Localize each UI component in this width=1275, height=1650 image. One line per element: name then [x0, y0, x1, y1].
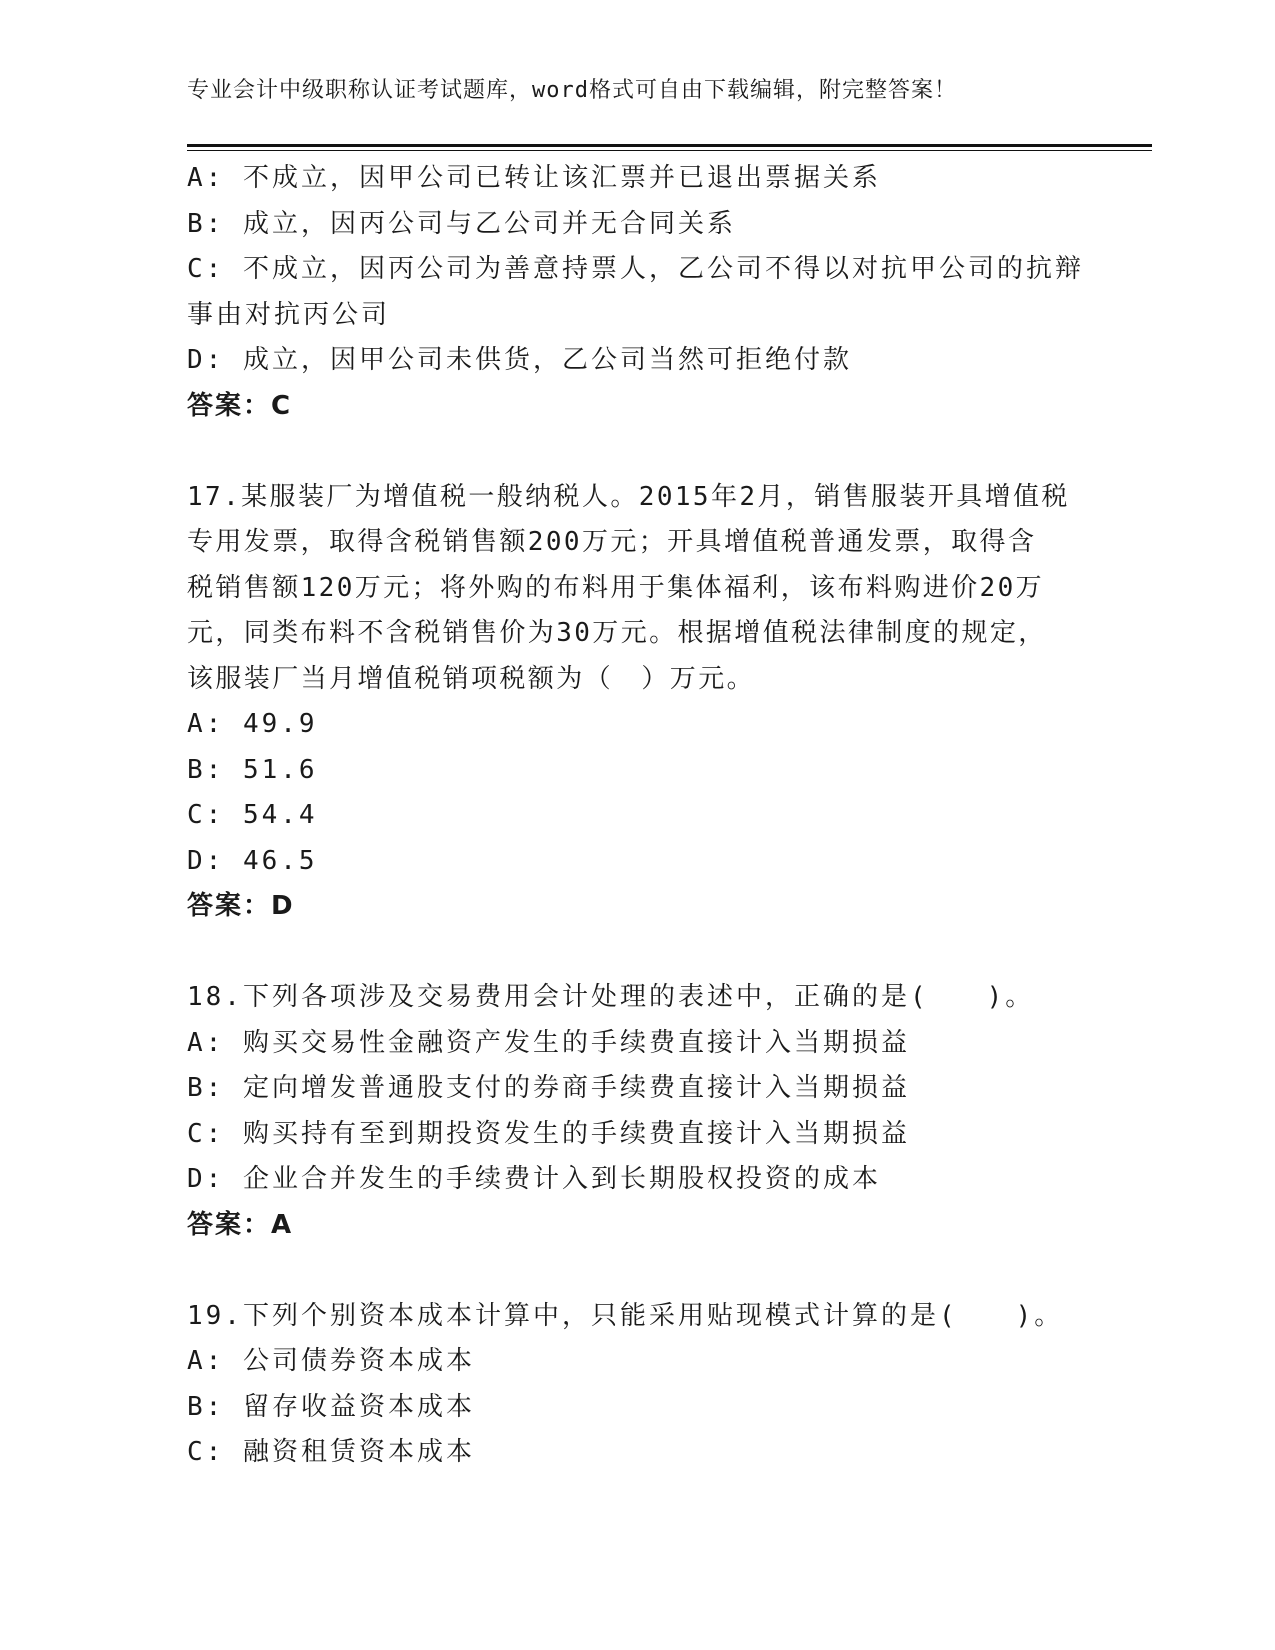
answer: 答案：C	[187, 390, 293, 421]
option-b: B: 留存收益资本成本	[187, 1391, 475, 1422]
header-rule-thick	[187, 144, 1152, 147]
option-a: A: 不成立，因甲公司已转让该汇票并已退出票据关系	[187, 163, 881, 193]
option-d: D: 成立，因甲公司未供货，乙公司当然可拒绝付款	[187, 345, 852, 375]
question-stem-line: 该服装厂当月增值税销项税额为（ ）万元。	[187, 663, 756, 694]
question-19	[187, 1294, 1087, 1476]
question-16	[187, 156, 1087, 429]
option-a: A: 购买交易性金融资产发生的手续费直接计入当期损益	[187, 1027, 910, 1058]
page-header: 专业会计中级职称认证考试题库，word格式可自由下载编辑，附完整答案！	[187, 78, 957, 103]
header-rule-thin	[187, 150, 1152, 151]
option-a: A: 49.9	[187, 709, 318, 739]
option-a: A: 公司债券资本成本	[187, 1346, 475, 1376]
option-c: C: 不成立，因丙公司为善意持票人，乙公司不得以对抗甲公司的抗辩	[187, 254, 1084, 284]
question-stem-line: 税销售额120万元；将外购的布料用于集体福利，该布料购进价20万	[187, 572, 1045, 603]
question-stem-line: 17.某服装厂为增值税一般纳税人。2015年2月，销售服装开具增值税	[187, 481, 1070, 512]
answer: 答案：D	[187, 891, 295, 921]
option-c-continued: 事由对抗丙公司	[187, 299, 391, 330]
question-stem-line: 元，同类布料不含税销售价为30万元。根据增值税法律制度的规定，	[187, 618, 1047, 648]
option-c: C: 54.4	[187, 800, 318, 830]
question-stem: 18.下列各项涉及交易费用会计处理的表述中，正确的是( )。	[187, 982, 1035, 1012]
option-c: C: 融资租赁资本成本	[187, 1437, 475, 1467]
question-17	[187, 475, 1087, 930]
option-c: C: 购买持有至到期投资发生的手续费直接计入当期损益	[187, 1118, 910, 1149]
spacer	[187, 429, 1087, 475]
answer: 答案：A	[187, 1209, 294, 1240]
option-b: B: 成立，因丙公司与乙公司并无合同关系	[187, 208, 736, 239]
spacer	[187, 930, 1087, 976]
option-b: B: 定向增发普通股支付的券商手续费直接计入当期损益	[187, 1073, 910, 1103]
question-stem: 19.下列个别资本成本计算中，只能采用贴现模式计算的是( )。	[187, 1300, 1064, 1331]
option-d: D: 46.5	[187, 845, 318, 876]
question-18	[187, 975, 1087, 1248]
question-stem-line: 专用发票，取得含税销售额200万元；开具增值税普通发票，取得含	[187, 527, 1037, 557]
option-d: D: 企业合并发生的手续费计入到长期股权投资的成本	[187, 1164, 881, 1194]
option-b: B: 51.6	[187, 754, 318, 785]
question-content	[187, 156, 1087, 1476]
spacer	[187, 1248, 1087, 1294]
